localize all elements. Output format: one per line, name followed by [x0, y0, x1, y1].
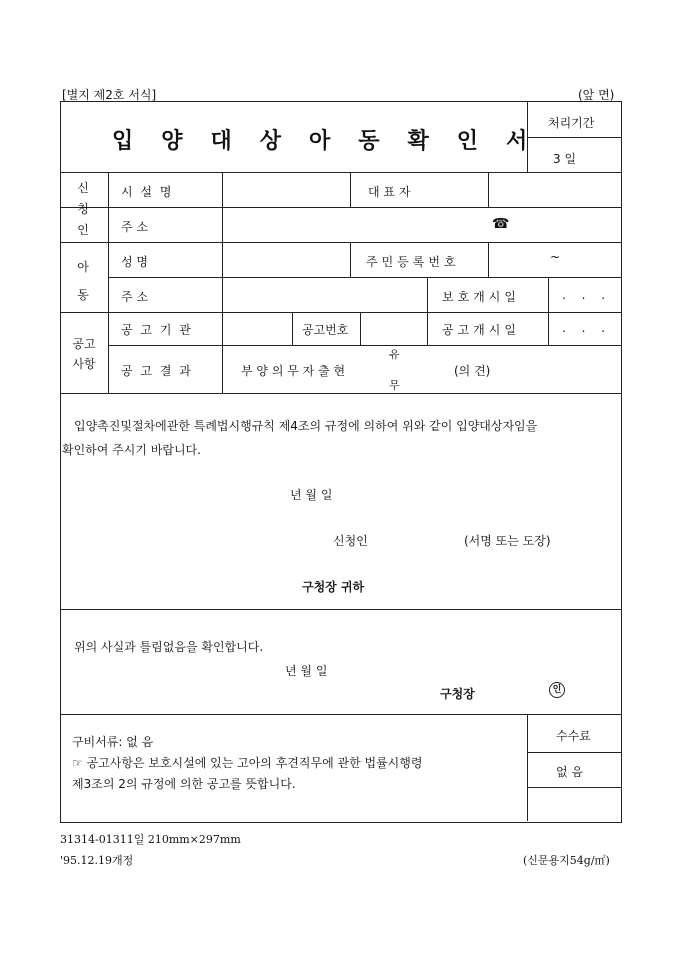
- official-seal: 인: [549, 682, 565, 698]
- notice-number-field[interactable]: [362, 314, 425, 343]
- confirmation-text: 위의 사실과 틀림없음을 확인합니다.: [74, 640, 264, 654]
- applicant-address-field[interactable]: [224, 209, 486, 240]
- facility-name-field[interactable]: [224, 174, 348, 205]
- fee-value: 없 음: [556, 765, 583, 779]
- addressee: 구청장 귀하: [302, 580, 365, 594]
- notice-agency-field[interactable]: [224, 314, 290, 343]
- fee-label: 수수료: [556, 729, 591, 743]
- notice-footnote-line1: ☞ 공고사항은 보호시설에 있는 고아의 후견직무에 관한 법률시행령: [72, 756, 423, 770]
- presence-yes[interactable]: 유: [389, 348, 400, 361]
- representative-field[interactable]: [490, 174, 618, 205]
- representative-label: 대 표 자: [368, 185, 411, 199]
- rrn-label: 주민등록번호: [366, 255, 460, 269]
- form-title: 입양대상아동확인서: [112, 128, 556, 154]
- child-address-label: 주 소: [121, 290, 148, 304]
- facility-name-label: 시 설 명: [121, 185, 174, 199]
- applicant-address-label: 주 소: [121, 220, 148, 234]
- child-name-field[interactable]: [224, 244, 348, 275]
- applicant-group-label: 신청인: [77, 181, 89, 237]
- presence-no[interactable]: 무: [389, 379, 400, 392]
- request-date[interactable]: 년 월 일: [290, 488, 333, 502]
- notice-footnote-line2: 제3조의 2의 규정에 의한 공고를 뜻합니다.: [72, 777, 296, 791]
- request-text-line2: 확인하여 주시기 바랍니다.: [62, 443, 201, 457]
- page-side: (앞 면): [578, 88, 615, 102]
- child-group-label: 아동: [77, 260, 89, 302]
- rrn-value[interactable]: ~: [550, 250, 561, 264]
- notice-agency-label: 공 고 기 관: [121, 323, 193, 337]
- processing-period-label: 처리기간: [548, 116, 595, 130]
- revision-date: '95.12.19개정: [60, 854, 134, 867]
- notice-result-label: 공 고 결 과: [121, 364, 193, 378]
- applicant-signature-label: 신청인: [333, 534, 368, 548]
- support-obligor-label: 부 양 의 무 자 출 현: [241, 364, 346, 378]
- child-name-label: 성 명: [121, 255, 148, 269]
- required-documents: 구비서류: 없 음: [72, 735, 154, 749]
- official-title: 구청장: [440, 687, 475, 701]
- phone-icon: ☎: [492, 216, 510, 232]
- form-code: 31314-01311일 210mm×297mm: [60, 833, 241, 846]
- signature-or-seal[interactable]: (서명 또는 도장): [464, 534, 551, 548]
- paper-spec: (신문용지54g/㎡): [523, 854, 610, 867]
- notice-start-value[interactable]: . . .: [562, 321, 612, 335]
- notice-start-label: 공고개시일: [442, 323, 520, 337]
- form-number: [별지 제2호 서식]: [62, 88, 157, 102]
- opinion-label: (의 견): [454, 364, 491, 378]
- notice-number-label: 공고번호: [302, 323, 349, 337]
- protection-start-label: 보호개시일: [442, 290, 520, 304]
- request-text-line1: 입양촉진및절차에관한 특례법시행규칙 제4조의 규정에 의하여 위와 같이 입양대상자임을: [74, 419, 538, 433]
- child-address-field[interactable]: [224, 279, 425, 310]
- notice-group-label: 공고사항: [72, 337, 96, 371]
- protection-start-value[interactable]: . . .: [562, 288, 612, 302]
- processing-period-value: 3 일: [553, 152, 577, 166]
- confirmation-date[interactable]: 년 월 일: [285, 664, 328, 678]
